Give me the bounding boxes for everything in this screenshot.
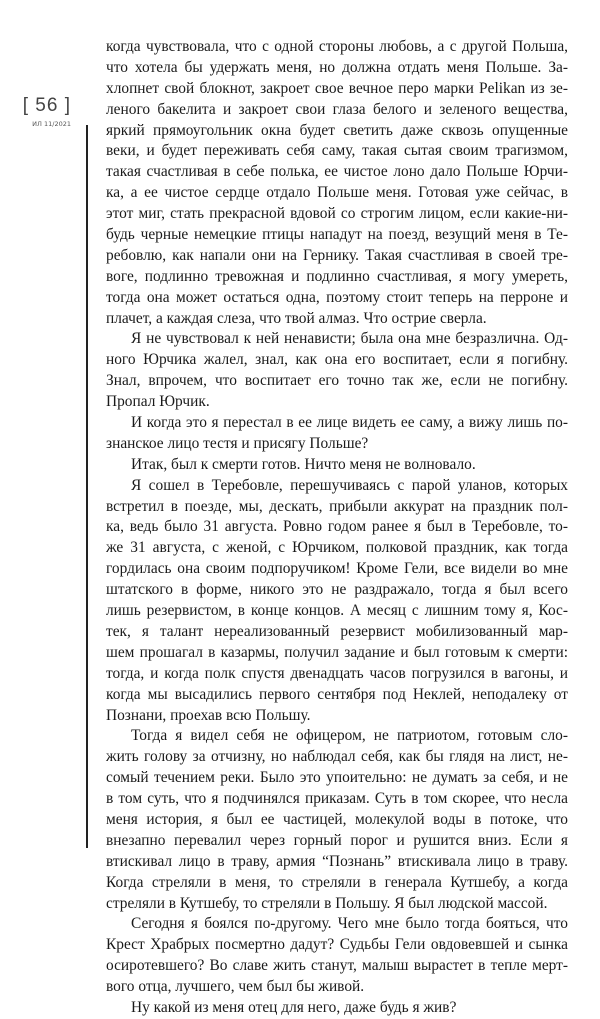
text-line: меня история, я был ее частицей, молекулой воды в потоке, что — [106, 810, 568, 828]
text-line: знанское лицо тестя и присягу Польше? — [106, 434, 369, 452]
text-line: яркий прямоугольник окна будет светить даже сквозь опущенные — [106, 121, 568, 139]
text-line: ка, ведь было 31 августа. Ровно годом ранее я был в Теребовле, то- — [106, 518, 568, 536]
text-line: внезапно перевалил через горный порог и рушится вниз. Если я — [106, 831, 568, 849]
text-line: когда чувствовала, что с одной стороны любовь, а с другой Польша, — [106, 38, 568, 55]
text-line: плачет, а каждая слеза, что твой алмаз. Что острие сверла. — [106, 309, 487, 327]
text-line: вого отца, лучшего, чем был бы живой. — [106, 978, 365, 996]
text-line: Сегодня я боялся по-другому. Чего мне было тогда бояться, что — [131, 915, 568, 933]
text-line: Крест Храбрых посмертно дадут? Судьбы Гели овдовевшей и сынка — [106, 936, 568, 954]
text-line: веки, и будет переживать себя саму, такая сытая своим трагизмом, — [106, 142, 568, 160]
text-line: этот миг, стать прекрасной вдовой со строгим лицом, если какие-ни- — [106, 205, 568, 223]
text-line: осиротевшего? Во славе жить станут, малыш вырастет в тепле мерт- — [106, 957, 568, 975]
text-line: когда мы высадились первого сентября под Неклей, неподалеку от — [106, 685, 568, 703]
issue-label: ИЛ 11/2021 — [32, 120, 71, 128]
text-line: Ну какой из меня отец для него, даже будь я жив? — [131, 998, 457, 1016]
text-line: сомый течением реки. Было это упоительно: не думать за себя, и не — [106, 769, 568, 787]
text-line: Познани, проехав всю Польшу. — [106, 706, 311, 724]
text-line: жить голову за отчизну, но наблюдал себя, как бы глядя на лист, не- — [106, 748, 568, 766]
text-line: Когда стреляли в меня, то стреляли в генерала Кутшебу, а когда — [106, 873, 568, 891]
page-number: [ 56 ] — [22, 95, 71, 116]
text-line: леного бакелита и закроет свои глаза белого и зеленого вещества, — [106, 100, 568, 118]
text-line: шем прошагал в казармы, получил задание и был готовым к смерти: — [106, 643, 568, 661]
text-line: будь черные немецкие птицы нападут на поезд, везущий меня в Те- — [106, 226, 568, 244]
text-line: Тогда я видел себя не офицером, не патриотом, готовым сло- — [131, 727, 568, 745]
text-line: такая счастливая в себе полька, ее чистое лоно дало Польше Юрчи- — [106, 163, 568, 181]
text-line: тогда, и когда полк спустя двенадцать часов погрузился в вагоны, и — [106, 664, 568, 682]
text-line: воге, подлинно тревожная и подлинно счастливая, я могу умереть, — [106, 267, 568, 285]
text-line: тогда она может остаться одна, поэтому стоит теперь на перроне и — [106, 288, 568, 306]
body-text — [106, 37, 568, 1019]
text-line: стреляли в Кутшебу, то стреляли в Польшу. Я был людской массой. — [106, 894, 548, 912]
text-line: Я не чувствовал к ней ненависти; была она мне безразлична. Од- — [131, 330, 568, 348]
text-line: ребовлю, как напали они на Гернику. Такая счастливая в своей тре- — [106, 246, 568, 264]
text-line: втискивал лицо в траву, армия “Познань” втискивала лицо в траву. — [106, 852, 568, 870]
text-line: штатского в форме, никого это не раздражало, тогда я был всего — [106, 581, 568, 599]
text-line: же 31 августа, с женой, с Юрчиком, полковой праздник, как тогда — [106, 539, 568, 557]
text-line: хлопнет свой блокнот, закроет свое вечное перо марки Pelikan из зе- — [106, 79, 568, 97]
text-line: гордилась она своим подпоручиком! Кроме Гели, все видели во мне — [106, 560, 568, 578]
vertical-rule — [86, 125, 88, 848]
text-line: тек, я талант нереализованный резервист мобилизованный мар- — [106, 622, 568, 640]
text-line: Итак, был к смерти готов. Ничто меня не волновало. — [131, 455, 476, 473]
text-line: ка, а ее чистое сердце отдало Польше меня. Готовая уже сейчас, в — [106, 184, 568, 202]
text-line: И когда это я перестал в ее лице видеть ее саму, а вижу лишь по- — [131, 414, 568, 432]
text-line: Знал, впрочем, что воспитает его точно так же, если не погибну. — [106, 372, 568, 390]
text-line: встретил в поезде, мы, дескать, прибыли аккурат на праздник пол- — [106, 497, 568, 515]
text-line: что хотела бы удержать меня, но должна отдать меня Польше. За- — [106, 58, 568, 76]
text-line: Я сошел в Теребовле, перешучиваясь с парой уланов, которых — [131, 476, 568, 494]
text-line: в том суть, что я подчинялся приказам. Суть в том скорее, что несла — [106, 790, 568, 808]
text-line: ного Юрчика жалел, знал, как она его воспитает, если я погибну. — [106, 351, 568, 369]
text-line: лишь резервистом, в конце концов. А месяц с лишним тому я, Кос- — [106, 602, 568, 620]
text-line: Пропал Юрчик. — [106, 393, 210, 411]
